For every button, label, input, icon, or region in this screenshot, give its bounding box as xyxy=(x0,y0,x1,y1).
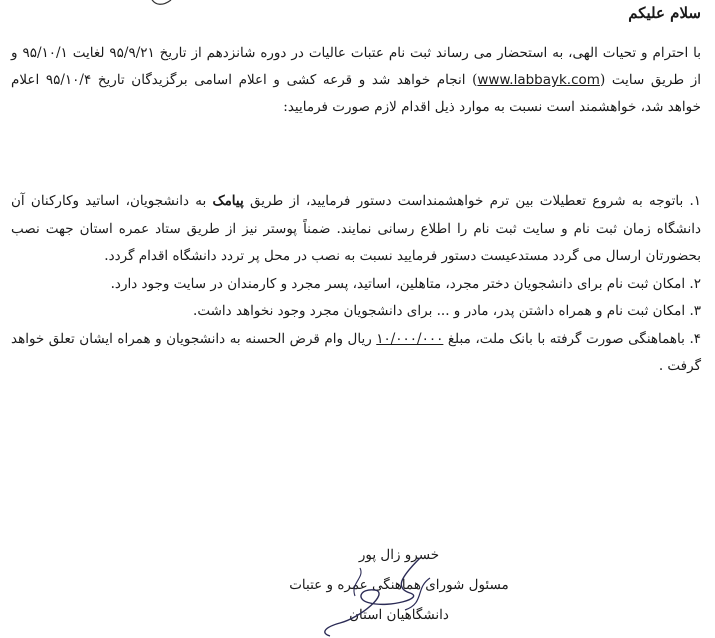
item-4-text-start: ۴. باهماهنگی صورت گرفته با بانک ملت، مبلغ xyxy=(443,330,701,347)
item-4-text-end: ریال وام قرض الحسنه به دانشجویان و همراه ایشان تعلق خواهد گرفت . xyxy=(11,330,701,374)
item-4 xyxy=(11,326,701,381)
loan-amount: ۱۰/۰۰۰/۰۰۰ xyxy=(376,330,444,347)
signer-org: دانشگاهیان استان xyxy=(349,607,449,623)
signature-block xyxy=(279,540,519,630)
item-2: ۲. امکان ثبت نام برای دانشجویان دختر مجرد، متاهلین، اساتید، پسر مجرد و کارمندان در سایت وجود دارد. xyxy=(110,275,701,292)
item-1-bold: پیامک xyxy=(212,193,244,209)
item-1 xyxy=(11,188,701,271)
intro-text-start: با احترام و تحیات الهی، به استحضار می رساند ثبت نام عتبات عالیات در دوره شانزدهم از تاریخ ۹۵/۹/۲۱ لغایت ۹۵/۱۰/۱ و از طریق سایت ( xyxy=(11,45,702,88)
item-3: ۳. امکان ثبت نام و همراه داشتن پدر، مادر و ... برای دانشجویان مجرد وجود نخواهد داشت. xyxy=(193,303,701,319)
signer-title: مسئول شورای هماهنگی عمره و عتبات xyxy=(289,577,509,593)
intro-text-end: ) انجام خواهد شد و قرعه کشی و اعلام اسامی برگزیدگان تاریخ ۹۵/۱۰/۴ اعلام خواهد شد، خواهشمند است نسبت به موارد ذیل اقدام لازم صورت فرمایید: xyxy=(11,72,701,115)
item-1-text-start: ۱. باتوجه به شروع تعطیلات بین ترم خواهشمنداست دستور فرمایید، از طریق xyxy=(243,193,702,209)
numbered-items xyxy=(11,188,701,381)
intro-paragraph xyxy=(11,40,701,121)
item-1-text-end: به دانشجویان، اساتید وکارکنان آن دانشگاه زمان ثبت نام و سایت ثبت نام را اطلاع رسانی نمایند. ضمناً پوستر نیز از طریق ستاد عمره استان جهت نصب بحضورتان ارسال می گردد مستدعیست دستور فرمایید نسبت به نصب در محل پر تردد دانشگاه اقدام گردد. xyxy=(11,193,701,264)
greeting: سلام علیکم xyxy=(628,4,701,22)
top-scribble-mark xyxy=(145,0,185,8)
signer-name: خسرو زال پور xyxy=(358,547,440,563)
website-link[interactable]: www.labbayk.com xyxy=(477,72,600,88)
